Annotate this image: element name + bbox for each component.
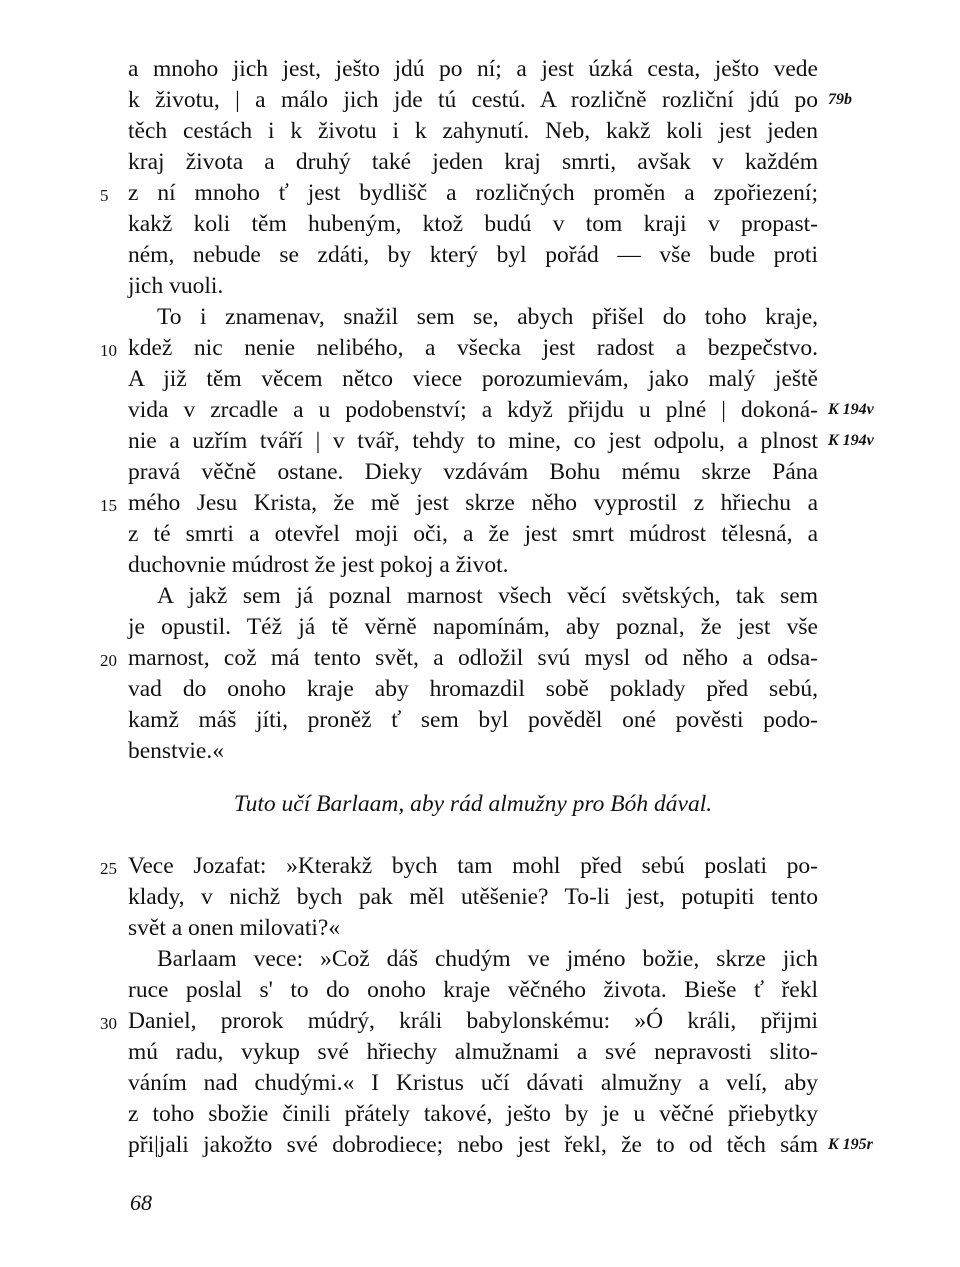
- text-line: váním nad chudými.« I Kristus učí dávati almužny a velí, aby: [128, 1070, 818, 1096]
- text-line: mého Jesu Krista, že mě jest skrze něho vyprostil z hřiechu a: [128, 490, 818, 516]
- text-line: mú radu, vykup své hřiechy almužnami a své nepravosti slito-: [128, 1039, 818, 1065]
- text-line: A jakž sem já poznal marnost všech věcí světských, tak sem: [157, 583, 818, 609]
- text-line: Daniel, prorok múdrý, králi babylonskému: »Ó králi, přijmi: [128, 1008, 818, 1034]
- text-line: klady, v nichž bych pak měl utěšenie? To-li jest, potupiti tento: [128, 884, 818, 910]
- text-line: Barlaam vece: »Což dáš chudým ve jméno božie, skrze jich: [157, 946, 818, 972]
- line-number: 20: [100, 651, 117, 670]
- text-line: To i znamenav, snažil sem se, abych přišel do toho kraje,: [157, 304, 818, 330]
- margin-note: K 194v: [828, 401, 874, 418]
- margin-note: 79b: [828, 91, 852, 108]
- text-line: benstvie.«: [128, 738, 224, 764]
- text-line: A již těm věcem nětco viece porozumievám, jako malý ještě: [128, 366, 818, 392]
- text-line: vad do onoho kraje aby hromazdil sobě poklady před sebú,: [128, 676, 818, 702]
- text-line: kdež nic nenie nelibého, a všecka jest radost a bezpečstvo.: [128, 335, 818, 361]
- line-number: 5: [100, 186, 109, 205]
- section-heading: Tuto učí Barlaam, aby rád almužny pro Bóh dával.: [233, 791, 713, 817]
- text-line: nie a uzřím tváří | v tvář, tehdy to mine, co jest odpolu, a plnost: [128, 428, 818, 454]
- text-line: kamž máš jíti, proněž ť sem byl pověděl oné pověsti podo-: [128, 707, 818, 733]
- text-line: marnost, což má tento svět, a odložil svú mysl od něho a odsa-: [128, 645, 818, 671]
- text-line: a mnoho jich jest, ješto jdú po ní; a jest úzká cesta, ješto vede: [128, 56, 818, 82]
- text-line: vida v zrcadle a u podobenství; a když přijdu u plné | dokoná-: [128, 397, 818, 423]
- text-line: kraj života a druhý také jeden kraj smrti, avšak v každém: [128, 149, 818, 175]
- text-line: svět a onen milovati?«: [128, 915, 341, 941]
- margin-note: K 195r: [828, 1136, 873, 1153]
- line-number: 10: [100, 341, 117, 360]
- page-number: 68: [130, 1190, 152, 1215]
- text-line: ném, nebude se zdáti, by který byl pořád — vše bude proti: [128, 242, 818, 268]
- text-line: těch cestách i k životu i k zahynutí. Neb, kakž koli jest jeden: [128, 118, 818, 144]
- text-line: ruce poslal s' to do onoho kraje věčného života. Bieše ť řekl: [128, 977, 818, 1003]
- text-line: jich vuoli.: [128, 273, 224, 299]
- line-number: 15: [100, 496, 117, 515]
- text-line: při|jali jakožto své dobrodiece; nebo jest řekl, že to od těch sám: [128, 1132, 818, 1158]
- line-number: 25: [100, 859, 117, 878]
- text-line: z toho sbožie činili přátely takové, ješto by je u věčné přiebytky: [128, 1101, 818, 1127]
- text-line: kakž koli těm hubeným, ktož budú v tom kraji v propast-: [128, 211, 818, 237]
- text-line: k životu, | a málo jich jde tú cestú. A rozličně rozliční jdú po: [128, 87, 818, 113]
- text-line: duchovnie múdrost že jest pokoj a život.: [128, 552, 509, 578]
- text-line: je opustil. Též já tě věrně napomínám, aby poznal, že jest vše: [128, 614, 818, 640]
- text-line: z ní mnoho ť jest bydlišč a rozličných proměn a zpořiezení;: [128, 180, 818, 206]
- margin-note: K 194v: [828, 432, 874, 449]
- text-line: pravá věčně ostane. Dieky vzdávám Bohu mému skrze Pána: [128, 459, 818, 485]
- text-line: Vece Jozafat: »Kterakž bych tam mohl před sebú poslati po-: [128, 853, 818, 879]
- line-number: 30: [100, 1014, 117, 1033]
- text-line: z té smrti a otevřel moji oči, a že jest smrt múdrost tělesná, a: [128, 521, 818, 547]
